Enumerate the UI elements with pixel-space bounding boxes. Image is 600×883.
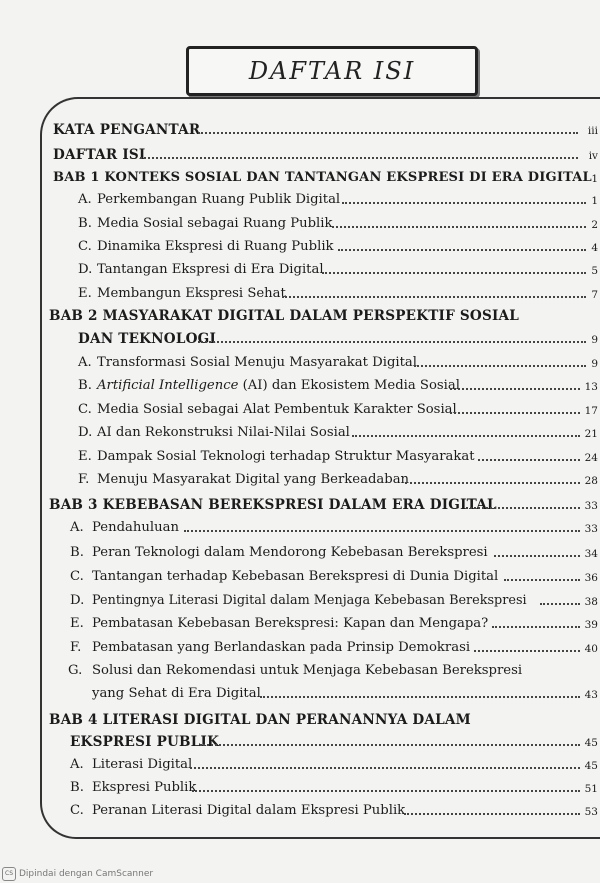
- entry-letter: C.: [70, 803, 84, 818]
- entry-letter: E.: [70, 616, 84, 631]
- leader-dots: [450, 412, 580, 414]
- entry-letter: C.: [78, 239, 92, 254]
- entry-text: Media Sosial sebagai Ruang Publik: [97, 216, 333, 231]
- leader-dots: [494, 555, 580, 557]
- leader-dots: [190, 767, 580, 769]
- entry-letter: E.: [78, 449, 92, 464]
- entry-text: Pembatasan yang Berlandaskan pada Prinsip Demokrasi: [92, 640, 471, 655]
- entry-text: Dampak Sosial Teknologi terhadap Struktur Masyarakat: [97, 449, 475, 464]
- page-number: 5: [591, 265, 598, 277]
- entry-letter: A.: [70, 757, 84, 772]
- leader-dots: [338, 249, 586, 251]
- page-number: 17: [584, 405, 598, 417]
- entry-text: Menuju Masyarakat Digital yang Berkeadaban: [97, 472, 410, 487]
- page-number: 34: [584, 548, 598, 560]
- toc-subentry[interactable]: [0, 754, 600, 776]
- page-number: 24: [584, 452, 598, 464]
- entry-text-cont: EKSPRESI PUBLIK: [70, 734, 220, 750]
- entry-text: Ekspresi Publik: [92, 780, 197, 795]
- page-number: 13: [584, 381, 598, 393]
- leader-dots: [474, 650, 580, 652]
- leader-dots: [405, 482, 580, 484]
- leader-dots: [540, 603, 580, 605]
- toc-subentry[interactable]: [0, 566, 600, 588]
- entry-letter: B.: [70, 545, 84, 560]
- toc-subentry[interactable]: [0, 542, 600, 564]
- leader-dots: [322, 272, 586, 274]
- page-number: iii: [587, 125, 598, 137]
- entry-text: Peran Teknologi dalam Mendorong Kebebasan Berekspresi: [92, 545, 488, 560]
- leader-dots: [140, 157, 578, 159]
- entry-text: DAFTAR ISI: [53, 147, 146, 163]
- toc-subentry[interactable]: [0, 469, 600, 491]
- entry-text: Tantangan Ekspresi di Era Digital: [97, 262, 324, 277]
- leader-dots: [342, 202, 586, 204]
- leader-dots: [198, 341, 586, 343]
- toc-subentry[interactable]: [0, 375, 600, 397]
- entry-letter: A.: [78, 355, 92, 370]
- page-number: 39: [584, 619, 598, 631]
- entry-text: Tantangan terhadap Kebebasan Berekspresi di Dunia Digital: [92, 569, 499, 584]
- entry-letter: C.: [78, 402, 92, 417]
- entry-text-cont: DAN TEKNOLOGI: [78, 331, 217, 347]
- scanner-watermark: [2, 867, 153, 881]
- toc-subentry[interactable]: [0, 283, 600, 305]
- leader-dots: [192, 790, 580, 792]
- leader-dots: [466, 507, 580, 509]
- entry-letter: B.: [78, 216, 92, 231]
- entry-text: BAB 1 KONTEKS SOSIAL DAN TANTANGAN EKSPRESI DI ERA DIGITAL: [53, 170, 592, 185]
- page-number: iv: [588, 150, 598, 162]
- toc-chapter-cont[interactable]: [0, 731, 600, 753]
- entry-letter: A.: [70, 520, 84, 535]
- toc-subentry[interactable]: [0, 259, 600, 281]
- entry-text: Peranan Literasi Digital dalam Ekspresi Publik: [92, 803, 406, 818]
- toc-title: DAFTAR ISI: [248, 57, 416, 85]
- toc-subentry[interactable]: [0, 236, 600, 258]
- toc-subentry[interactable]: [0, 660, 600, 682]
- leader-dots: [260, 696, 580, 698]
- toc-subentry[interactable]: [0, 517, 600, 539]
- entry-letter: C.: [70, 569, 84, 584]
- entry-text-italic: Artificial Intelligence: [97, 378, 239, 393]
- toc-chapter-cont[interactable]: [0, 328, 600, 350]
- entry-text: Literasi Digital: [92, 757, 193, 772]
- page-number: 1: [591, 173, 598, 185]
- entry-letter: F.: [78, 472, 90, 487]
- toc-chapter[interactable]: [0, 494, 600, 516]
- toc-subentry[interactable]: [0, 777, 600, 799]
- entry-text: BAB 2 MASYARAKAT DIGITAL DALAM PERSPEKTIF SOSIAL: [49, 308, 520, 324]
- toc-subentry[interactable]: [0, 189, 600, 211]
- page-number: 45: [584, 737, 598, 749]
- entry-text: BAB 4 LITERASI DIGITAL DAN PERANANNYA DALAM: [49, 712, 471, 728]
- leader-dots: [414, 365, 586, 367]
- leader-dots: [282, 296, 586, 298]
- entry-text: (AI) dan Ekosistem Media Sosial: [238, 378, 460, 393]
- page-number: 51: [584, 783, 598, 795]
- page-number: 33: [584, 523, 598, 535]
- entry-text: KATA PENGANTAR: [53, 122, 201, 138]
- toc-subentry[interactable]: [0, 590, 600, 612]
- entry-letter: B.: [78, 378, 92, 393]
- leader-dots: [200, 744, 580, 746]
- page-number: 38: [584, 596, 598, 608]
- page-number: 40: [584, 643, 598, 655]
- toc-subentry[interactable]: [0, 213, 600, 235]
- leader-dots: [198, 132, 578, 134]
- entry-letter: D.: [78, 262, 93, 277]
- entry-text: Transformasi Sosial Menuju Masyarakat Digital: [97, 355, 417, 370]
- entry-text-cont: yang Sehat di Era Digital: [92, 686, 261, 701]
- entry-text: Dinamika Ekspresi di Ruang Publik: [97, 239, 334, 254]
- page-number: 33: [584, 500, 598, 512]
- scanner-text: Dipindai dengan CamScanner: [19, 869, 154, 879]
- entry-text: Pembatasan Kebebasan Berekspresi: Kapan dan Mengapa?: [92, 616, 489, 631]
- entry-letter: B.: [70, 780, 84, 795]
- toc-chapter[interactable]: [0, 709, 600, 731]
- page-number: 53: [584, 806, 598, 818]
- toc-subentry-cont[interactable]: [0, 683, 600, 705]
- page-number: 9: [591, 334, 598, 346]
- toc-chapter[interactable]: [0, 167, 600, 189]
- page-number: 7: [591, 289, 598, 301]
- entry-letter: E.: [78, 286, 92, 301]
- entry-letter: G.: [68, 663, 83, 678]
- entry-text: Pentingnya Literasi Digital dalam Menjaga Kebebasan Berekspresi: [92, 593, 527, 608]
- entry-letter: A.: [78, 192, 92, 207]
- page-number: 45: [584, 760, 598, 772]
- page-number: 1: [591, 195, 598, 207]
- page-number: 28: [584, 475, 598, 487]
- page-number: 2: [591, 219, 598, 231]
- toc-subentry[interactable]: [0, 422, 600, 444]
- page-number: 21: [584, 428, 598, 440]
- entry-text: BAB 3 KEBEBASAN BEREKSPRESI DALAM ERA DIGITAL: [49, 497, 497, 513]
- toc-subentry[interactable]: [0, 637, 600, 659]
- toc-subentry[interactable]: [0, 399, 600, 421]
- entry-text: Media Sosial sebagai Alat Pembentuk Karakter Sosial: [97, 402, 457, 417]
- entry-letter: D.: [70, 593, 85, 608]
- entry-letter: F.: [70, 640, 82, 655]
- entry-text: Solusi dan Rekomendasi untuk Menjaga Kebebasan Berekspresi: [92, 663, 523, 678]
- toc-subentry[interactable]: [0, 446, 600, 468]
- page-number: 9: [591, 358, 598, 370]
- leader-dots: [492, 626, 580, 628]
- page-number: 36: [584, 572, 598, 584]
- leader-dots: [184, 530, 580, 532]
- leader-dots: [352, 435, 580, 437]
- leader-dots: [404, 813, 580, 815]
- toc-entry[interactable]: [0, 119, 600, 141]
- entry-text: AI dan Rekonstruksi Nilai-Nilai Sosial: [97, 425, 350, 440]
- toc-subentry[interactable]: [0, 613, 600, 635]
- toc-chapter[interactable]: [0, 305, 600, 327]
- toc-title-box: [186, 46, 478, 96]
- page-number: 43: [584, 689, 598, 701]
- leader-dots: [332, 226, 586, 228]
- entry-text: Perkembangan Ruang Publik Digital: [97, 192, 341, 207]
- toc-subentry[interactable]: [0, 800, 600, 822]
- leader-dots: [504, 579, 580, 581]
- leader-dots: [450, 388, 580, 390]
- leader-dots: [478, 459, 580, 461]
- entry-text: Membangun Ekspresi Sehat: [97, 286, 286, 301]
- page-number: 4: [591, 242, 598, 254]
- toc-entry[interactable]: [0, 144, 600, 166]
- entry-letter: D.: [78, 425, 93, 440]
- toc-subentry[interactable]: [0, 352, 600, 374]
- cs-icon: CS: [2, 867, 16, 881]
- entry-text: Pendahuluan: [92, 520, 179, 535]
